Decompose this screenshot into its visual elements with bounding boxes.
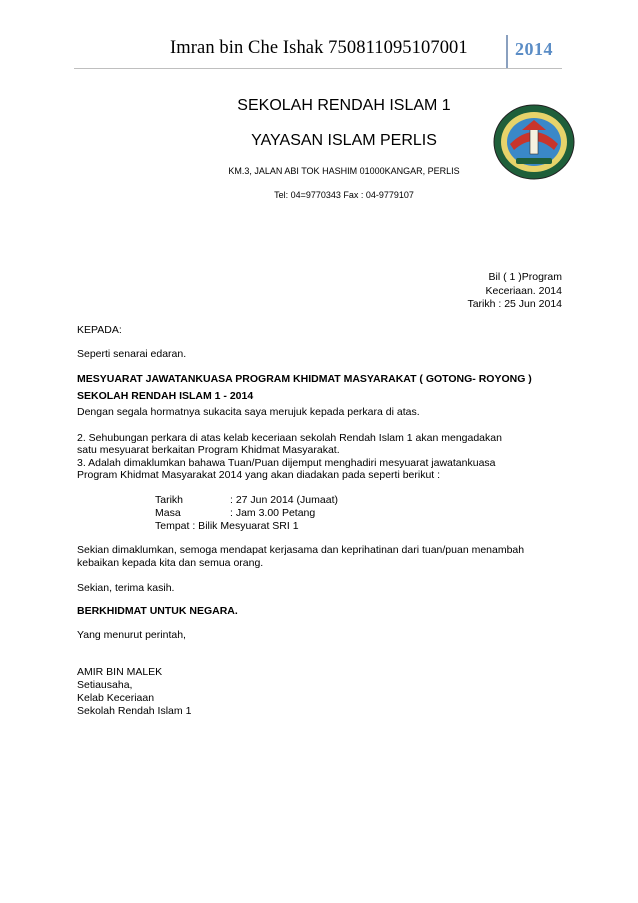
header-author-id: Imran bin Che Ishak 750811095107001 bbox=[170, 38, 468, 58]
foundation-name: YAYASAN ISLAM PERLIS bbox=[251, 132, 437, 149]
detail-venue: Tempat : Bilik Mesyuarat SRI 1 bbox=[155, 520, 299, 532]
signatory-name: AMIR BIN MALEK bbox=[77, 666, 163, 678]
addressee-label: KEPADA: bbox=[77, 324, 122, 336]
recipients-text: Seperti senarai edaran. bbox=[77, 348, 187, 360]
school-crest-icon bbox=[492, 100, 576, 184]
reference-date: Tarikh : 25 Jun 2014 bbox=[467, 298, 562, 310]
detail-time-label: Masa bbox=[155, 507, 181, 519]
subject-line-1: MESYUARAT JAWATANKUASA PROGRAM KHIDMAT MASYARAKAT ( GOTONG- ROYONG ) bbox=[77, 373, 532, 385]
sign-off-text: Yang menurut perintah, bbox=[77, 629, 186, 641]
reference-number: Bil ( 1 )Program bbox=[488, 271, 562, 283]
detail-date-label: Tarikh bbox=[155, 494, 184, 506]
school-name: SEKOLAH RENDAH ISLAM 1 bbox=[237, 97, 451, 114]
school-address: KM.3, JALAN ABI TOK HASHIM 01000KANGAR, PERLIS bbox=[228, 166, 460, 176]
school-phone-fax: Tel: 04=9770343 Fax : 04-9779107 bbox=[274, 190, 414, 200]
thanks-text: Sekian, terima kasih. bbox=[77, 582, 175, 594]
subject-line-2: SEKOLAH RENDAH ISLAM 1 - 2014 bbox=[77, 390, 254, 402]
detail-date-value: : 27 Jun 2014 (Jumaat) bbox=[230, 494, 338, 506]
closing-line-1: Sekian dimaklumkan, semoga mendapat kerjasama dan keprihatinan dari tuan/puan menambah bbox=[77, 544, 525, 556]
header-year: 2014 bbox=[515, 39, 553, 59]
intro-paragraph: Dengan segala hormatnya sukacita saya merujuk kepada perkara di atas. bbox=[77, 406, 420, 418]
reference-program: Keceriaan. 2014 bbox=[485, 285, 562, 297]
paragraph-2-line-1: 2. Sehubungan perkara di atas kelab keceriaan sekolah Rendah Islam 1 akan mengadakan bbox=[77, 432, 502, 444]
detail-time-value: : Jam 3.00 Petang bbox=[230, 507, 316, 519]
paragraph-2-line-2: satu mesyuarat berkaitan Program Khidmat Masyarakat. bbox=[77, 444, 340, 456]
closing-line-2: kebaikan kepada kita dan semua orang. bbox=[77, 557, 264, 569]
paragraph-3-line-2: Program Khidmat Masyarakat 2014 yang akan diadakan pada seperti berikut : bbox=[77, 469, 441, 481]
signatory-club: Kelab Keceriaan bbox=[77, 692, 155, 704]
motto-text: BERKHIDMAT UNTUK NEGARA. bbox=[77, 605, 238, 617]
header-rule bbox=[74, 68, 562, 69]
signatory-school: Sekolah Rendah Islam 1 bbox=[77, 705, 192, 717]
signatory-title: Setiausaha, bbox=[77, 679, 133, 691]
paragraph-3-line-1: 3. Adalah dimaklumkan bahawa Tuan/Puan dijemput menghadiri mesyuarat jawatankuasa bbox=[77, 457, 496, 469]
header-divider bbox=[506, 35, 508, 69]
